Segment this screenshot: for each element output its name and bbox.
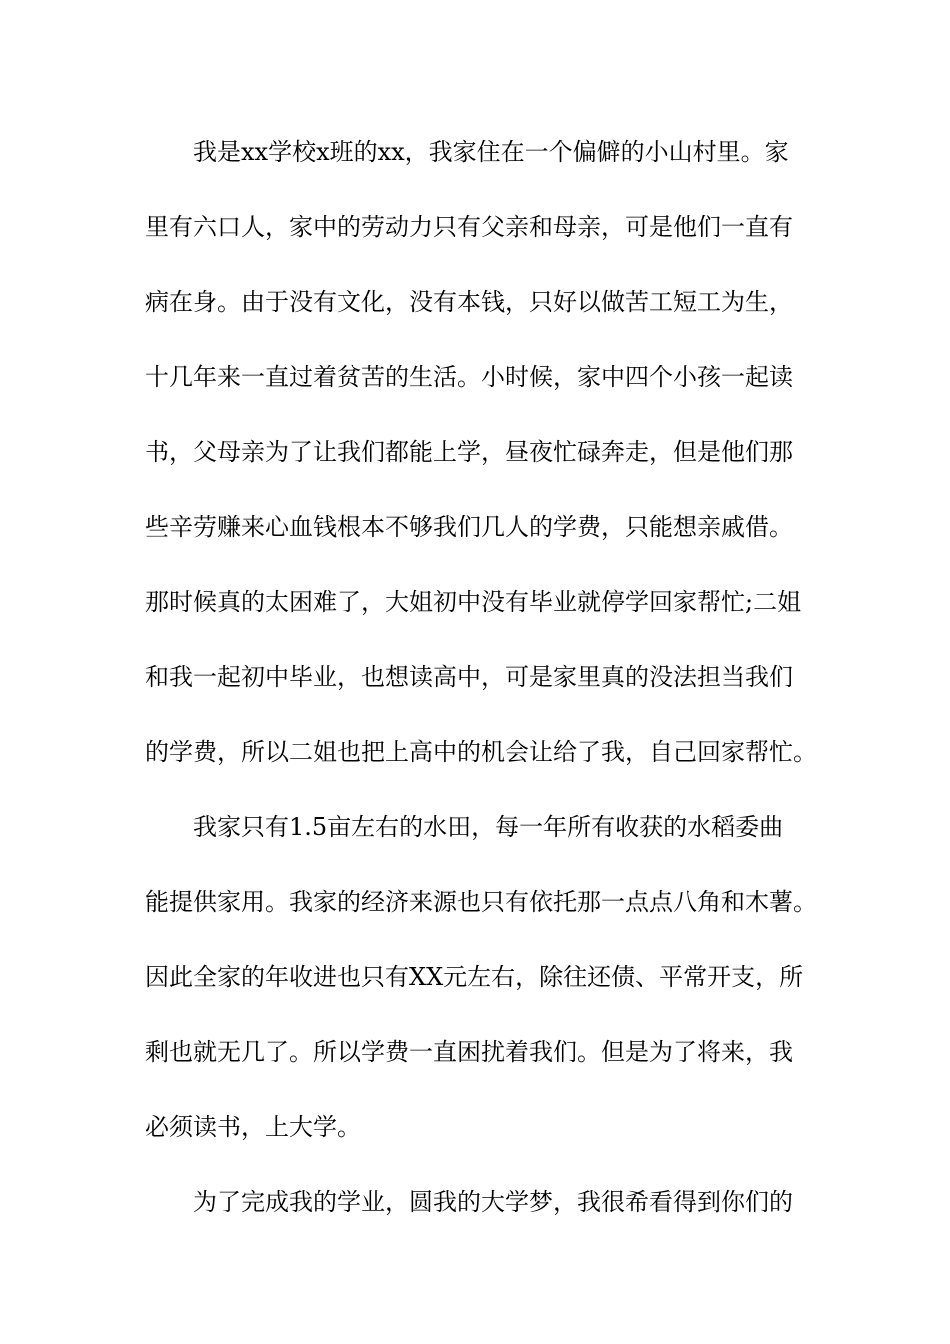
text-line: 我家只有1.5亩左右的水田，每一年所有收获的水稻委曲 xyxy=(193,813,784,841)
text-line: 些辛劳赚来心血钱根本不够我们几人的学费，只能想亲戚借。 xyxy=(145,513,793,541)
text-line: 和我一起初中毕业，也想读高中，可是家里真的没法担当我们 xyxy=(145,663,793,691)
text-line: 我是xx学校x班的xx，我家住在一个偏僻的小山村里。家 xyxy=(193,138,789,166)
text-line: 因此全家的年收进也只有XX元左右，除往还债、平常开支，所 xyxy=(145,963,804,991)
text-line: 里有六口人，家中的劳动力只有父亲和母亲，可是他们一直有 xyxy=(145,213,793,241)
text-line: 的学费，所以二姐也把上高中的机会让给了我，自己回家帮忙。 xyxy=(145,738,817,766)
text-line: 能提供家用。我家的经济来源也只有依托那一点点八角和木薯。 xyxy=(145,888,817,916)
text-line: 那时候真的太困难了，大姐初中没有毕业就停学回家帮忙;二姐 xyxy=(145,588,802,616)
text-line: 必须读书，上大学。 xyxy=(145,1113,361,1141)
text-line: 剩也就无几了。所以学费一直困扰着我们。但是为了将来，我 xyxy=(145,1038,793,1066)
document-body xyxy=(145,132,825,1257)
text-line: 病在身。由于没有文化，没有本钱，只好以做苦工短工为生， xyxy=(145,288,793,316)
text-line: 十几年来一直过着贫苦的生活。小时候，家中四个小孩一起读 xyxy=(145,363,793,391)
text-line: 为了完成我的学业，圆我的大学梦，我很希看得到你们的 xyxy=(193,1188,793,1216)
text-line: 书，父母亲为了让我们都能上学，昼夜忙碌奔走，但是他们那 xyxy=(145,438,793,466)
